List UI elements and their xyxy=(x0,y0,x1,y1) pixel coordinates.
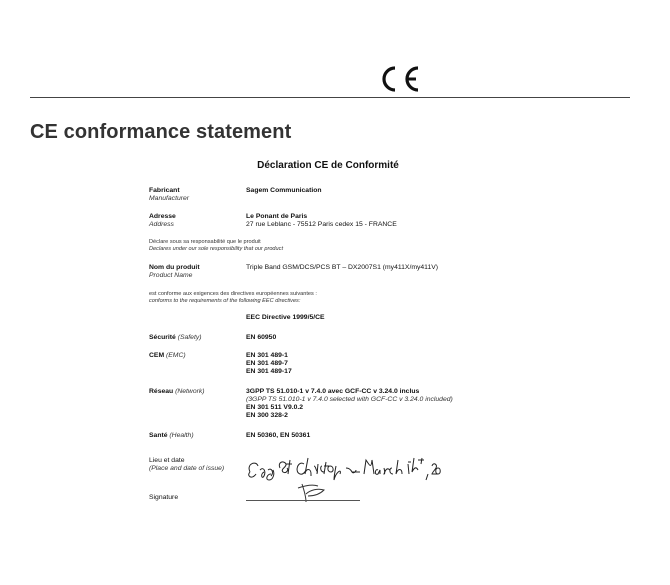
signature-label: Signature xyxy=(149,494,179,501)
health-label: Santé (Health) xyxy=(149,432,194,439)
manufacturer-value: Sagem Communication xyxy=(246,187,322,194)
network-line3: EN 301 511 V9.0.2 xyxy=(246,404,304,411)
network-label: Réseau (Network) xyxy=(149,388,205,395)
document-title: Déclaration CE de Conformité xyxy=(257,160,399,171)
emc-value-1: EN 301 489-1 xyxy=(246,352,288,359)
declaration-document xyxy=(142,150,514,512)
manufacturer-label-en: Manufacturer xyxy=(149,195,190,202)
address-line2: 27 rue Leblanc - 75512 Paris cedex 15 - FRANCE xyxy=(246,221,397,228)
address-label-en: Address xyxy=(149,221,174,228)
product-label-en: Product Name xyxy=(149,272,193,279)
product-label: Nom du produit xyxy=(149,264,200,271)
product-value: Triple Band GSM/DCS/PCS BT – DX2007S1 (my411X/my411V) xyxy=(246,264,439,271)
emc-label: CEM (EMC) xyxy=(149,352,186,359)
directive-value: EEC Directive 1999/5/CE xyxy=(246,314,325,321)
network-line2: (3GPP TS 51.010-1 v 7.4.0 selected with GCF-CC v 3.24.0 included) xyxy=(246,396,453,403)
signature-line xyxy=(246,500,360,501)
safety-value: EN 60950 xyxy=(246,334,277,341)
handwritten-place-date xyxy=(242,454,442,484)
address-line1: Le Ponant de Paris xyxy=(246,213,308,220)
emc-value-2: EN 301 489-7 xyxy=(246,360,288,367)
header-divider xyxy=(30,97,630,98)
declare-fr: Déclare sous sa responsabilité que le produit xyxy=(149,239,261,245)
ce-mark-icon xyxy=(378,64,422,94)
place-label: Lieu et date xyxy=(149,457,185,464)
declare-en: Declares under our sole responsibility that our product xyxy=(149,246,284,252)
safety-label: Sécurité (Safety) xyxy=(149,334,202,341)
conform-fr: est conforme aux exigences des directives européennes suivantes : xyxy=(149,291,317,297)
section-title: CE conformance statement xyxy=(30,121,292,143)
manufacturer-label: Fabricant xyxy=(149,187,180,194)
conform-en: conforms to the requirements of the following EEC directives: xyxy=(149,298,301,304)
network-line4: EN 300 328-2 xyxy=(246,412,288,419)
place-label-en: (Place and date of issue) xyxy=(149,465,225,472)
emc-value-3: EN 301 489-17 xyxy=(246,368,292,375)
network-line1: 3GPP TS 51.010-1 v 7.4.0 avec GCF-CC v 3.24.0 inclus xyxy=(246,388,420,395)
health-value: EN 50360, EN 50361 xyxy=(246,432,311,439)
address-label: Adresse xyxy=(149,213,176,220)
